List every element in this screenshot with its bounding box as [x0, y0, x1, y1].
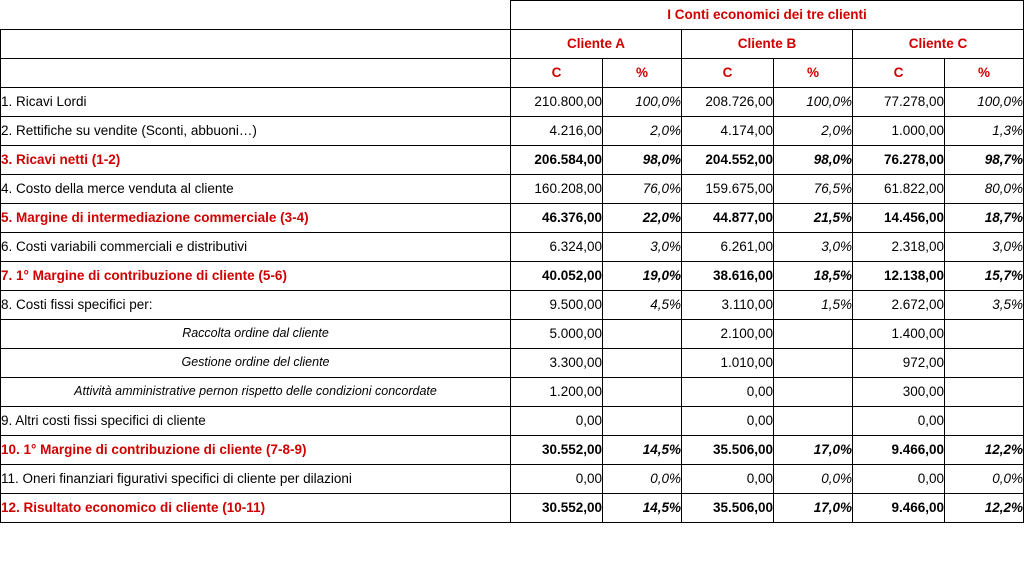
row-percent-a — [603, 349, 682, 378]
unit-header-row — [1, 59, 1024, 88]
row-value-a: 3.300,00 — [511, 349, 603, 378]
row-percent-c: 18,7% — [945, 204, 1024, 233]
row-percent-a — [603, 378, 682, 407]
client-header-b: Cliente B — [682, 30, 853, 59]
table-row — [1, 494, 1024, 523]
row-value-b: 2.100,00 — [682, 320, 774, 349]
row-value-a: 40.052,00 — [511, 262, 603, 291]
row-percent-c: 3,0% — [945, 233, 1024, 262]
table-row — [1, 233, 1024, 262]
row-percent-c: 80,0% — [945, 175, 1024, 204]
row-value-c: 2.318,00 — [853, 233, 945, 262]
row-percent-a: 2,0% — [603, 117, 682, 146]
row-percent-b — [774, 407, 853, 436]
unit-header-a-percent: % — [603, 59, 682, 88]
row-value-b: 159.675,00 — [682, 175, 774, 204]
row-label: 5. Margine di intermediazione commerciale (3-4) — [1, 204, 511, 233]
table-row — [1, 320, 1024, 349]
row-label: 6. Costi variabili commerciali e distributivi — [1, 233, 511, 262]
row-label: 2. Rettifiche su vendite (Sconti, abbuoni…) — [1, 117, 511, 146]
row-percent-b: 3,0% — [774, 233, 853, 262]
table-row — [1, 291, 1024, 320]
table-row — [1, 378, 1024, 407]
row-value-b: 1.010,00 — [682, 349, 774, 378]
client-header-c: Cliente C — [853, 30, 1024, 59]
row-label: 3. Ricavi netti (1-2) — [1, 146, 511, 175]
row-percent-a — [603, 320, 682, 349]
row-value-a: 30.552,00 — [511, 436, 603, 465]
row-percent-b: 1,5% — [774, 291, 853, 320]
row-value-c: 300,00 — [853, 378, 945, 407]
row-percent-c: 1,3% — [945, 117, 1024, 146]
row-percent-b — [774, 320, 853, 349]
client-header-row — [1, 30, 1024, 59]
row-percent-c — [945, 320, 1024, 349]
row-percent-c — [945, 407, 1024, 436]
row-percent-b — [774, 349, 853, 378]
row-label: Raccolta ordine dal cliente — [1, 320, 511, 349]
row-value-b: 35.506,00 — [682, 494, 774, 523]
row-value-c: 14.456,00 — [853, 204, 945, 233]
row-percent-a: 22,0% — [603, 204, 682, 233]
table-row — [1, 117, 1024, 146]
row-value-c: 0,00 — [853, 465, 945, 494]
row-percent-b: 21,5% — [774, 204, 853, 233]
table-row — [1, 88, 1024, 117]
row-value-b: 35.506,00 — [682, 436, 774, 465]
header-empty-cell — [1, 30, 511, 59]
row-percent-c: 12,2% — [945, 494, 1024, 523]
row-value-a: 1.200,00 — [511, 378, 603, 407]
row-percent-b: 17,0% — [774, 494, 853, 523]
row-value-a: 5.000,00 — [511, 320, 603, 349]
row-percent-a: 14,5% — [603, 436, 682, 465]
row-percent-c: 98,7% — [945, 146, 1024, 175]
table-row — [1, 146, 1024, 175]
table-row — [1, 407, 1024, 436]
row-label: 10. 1° Margine di contribuzione di cliente (7-8-9) — [1, 436, 511, 465]
row-percent-a — [603, 407, 682, 436]
row-percent-c: 100,0% — [945, 88, 1024, 117]
unit-header-a-value: C — [511, 59, 603, 88]
table-row — [1, 262, 1024, 291]
row-percent-a: 3,0% — [603, 233, 682, 262]
row-value-c: 9.466,00 — [853, 436, 945, 465]
row-label: Gestione ordine del cliente — [1, 349, 511, 378]
table-row — [1, 349, 1024, 378]
row-value-a: 0,00 — [511, 465, 603, 494]
unit-header-b-value: C — [682, 59, 774, 88]
unit-header-c-value: C — [853, 59, 945, 88]
row-value-b: 204.552,00 — [682, 146, 774, 175]
row-value-b: 0,00 — [682, 465, 774, 494]
row-value-a: 6.324,00 — [511, 233, 603, 262]
row-label: 7. 1° Margine di contribuzione di cliente (5-6) — [1, 262, 511, 291]
row-label: 1. Ricavi Lordi — [1, 88, 511, 117]
unit-header-b-percent: % — [774, 59, 853, 88]
row-percent-c: 3,5% — [945, 291, 1024, 320]
row-value-c: 77.278,00 — [853, 88, 945, 117]
table-row — [1, 175, 1024, 204]
row-percent-a: 76,0% — [603, 175, 682, 204]
row-value-c: 972,00 — [853, 349, 945, 378]
row-value-b: 0,00 — [682, 407, 774, 436]
row-value-b: 38.616,00 — [682, 262, 774, 291]
row-value-a: 30.552,00 — [511, 494, 603, 523]
row-value-b: 0,00 — [682, 378, 774, 407]
row-value-c: 0,00 — [853, 407, 945, 436]
row-value-a: 206.584,00 — [511, 146, 603, 175]
client-header-a: Cliente A — [511, 30, 682, 59]
row-label: 9. Altri costi fissi specifici di cliente — [1, 407, 511, 436]
row-percent-b: 76,5% — [774, 175, 853, 204]
row-label: 4. Costo della merce venduta al cliente — [1, 175, 511, 204]
row-percent-b: 2,0% — [774, 117, 853, 146]
row-percent-b: 18,5% — [774, 262, 853, 291]
row-label: 11. Oneri finanziari figurativi specifici di cliente per dilazioni — [1, 465, 511, 494]
unit-header-c-percent: % — [945, 59, 1024, 88]
row-value-c: 1.000,00 — [853, 117, 945, 146]
row-percent-c: 12,2% — [945, 436, 1024, 465]
row-label: 8. Costi fissi specifici per: — [1, 291, 511, 320]
row-value-b: 3.110,00 — [682, 291, 774, 320]
row-value-a: 9.500,00 — [511, 291, 603, 320]
row-value-a: 46.376,00 — [511, 204, 603, 233]
row-label: Attività amministrative pernon rispetto delle condizioni concordate — [1, 378, 511, 407]
row-percent-b: 100,0% — [774, 88, 853, 117]
row-percent-b — [774, 378, 853, 407]
table-row — [1, 465, 1024, 494]
row-value-b: 6.261,00 — [682, 233, 774, 262]
row-percent-b: 17,0% — [774, 436, 853, 465]
title-row — [1, 1, 1024, 30]
row-value-a: 160.208,00 — [511, 175, 603, 204]
document-title: I Conti economici dei tre clienti — [511, 1, 1024, 30]
title-spacer — [1, 1, 511, 30]
row-percent-b: 98,0% — [774, 146, 853, 175]
row-percent-c — [945, 378, 1024, 407]
row-value-c: 12.138,00 — [853, 262, 945, 291]
table-body — [1, 1, 1024, 523]
row-value-b: 44.877,00 — [682, 204, 774, 233]
row-value-c: 61.822,00 — [853, 175, 945, 204]
row-percent-a: 0,0% — [603, 465, 682, 494]
row-value-c: 1.400,00 — [853, 320, 945, 349]
row-value-c: 2.672,00 — [853, 291, 945, 320]
row-percent-c — [945, 349, 1024, 378]
row-value-a: 210.800,00 — [511, 88, 603, 117]
row-percent-a: 98,0% — [603, 146, 682, 175]
row-value-c: 9.466,00 — [853, 494, 945, 523]
row-value-c: 76.278,00 — [853, 146, 945, 175]
row-value-a: 4.216,00 — [511, 117, 603, 146]
row-percent-a: 19,0% — [603, 262, 682, 291]
row-percent-a: 4,5% — [603, 291, 682, 320]
row-percent-a: 14,5% — [603, 494, 682, 523]
row-percent-c: 0,0% — [945, 465, 1024, 494]
row-value-b: 4.174,00 — [682, 117, 774, 146]
row-value-a: 0,00 — [511, 407, 603, 436]
row-percent-a: 100,0% — [603, 88, 682, 117]
table-row — [1, 204, 1024, 233]
row-percent-b: 0,0% — [774, 465, 853, 494]
table-row — [1, 436, 1024, 465]
unit-empty-cell — [1, 59, 511, 88]
row-value-b: 208.726,00 — [682, 88, 774, 117]
row-percent-c: 15,7% — [945, 262, 1024, 291]
row-label: 12. Risultato economico di cliente (10-11) — [1, 494, 511, 523]
